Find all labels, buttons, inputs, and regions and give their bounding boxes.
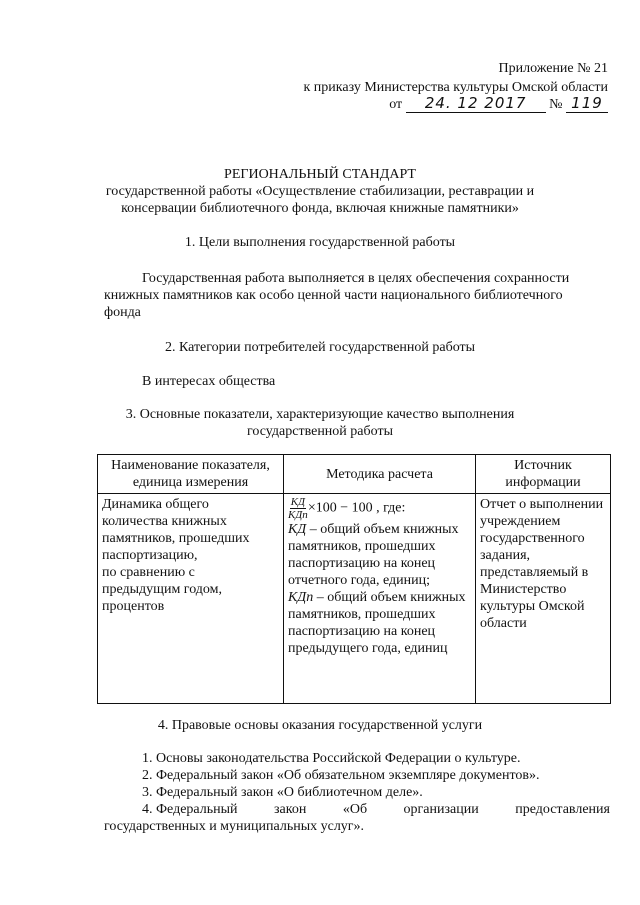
section-3-heading-2: государственной работы	[247, 424, 393, 439]
formula-denominator: КДп	[288, 509, 308, 521]
appendix-number: Приложение № 21	[498, 61, 608, 76]
law-item-1: 1. Основы законодательства Российской Федерации о культуре.	[142, 751, 521, 766]
table-header-row	[98, 455, 611, 494]
section-2-text: В интересах общества	[142, 374, 276, 389]
formula	[288, 496, 471, 521]
header-method: Методика расчета	[284, 455, 476, 494]
indicator-line: Динамика общего	[102, 497, 209, 512]
number-prefix: №	[549, 97, 563, 112]
indicator-line: паспортизацию,	[102, 548, 198, 563]
def-2-symbol: КДп	[288, 590, 314, 605]
indicator-line: предыдущим годом,	[102, 582, 223, 597]
section-4-heading: 4. Правовые основы оказания государственной услуги	[157, 718, 483, 733]
law-item-4-word: закон	[274, 802, 307, 817]
order-date: 24. 12 2017	[406, 95, 546, 113]
section-1-line-3: фонда	[104, 305, 141, 320]
indicator-line: по сравнению с	[102, 565, 195, 580]
appendix-date-line	[389, 95, 608, 113]
formula-tail: ×100 − 100 , где:	[307, 500, 406, 516]
method-cell	[284, 494, 476, 704]
table-row	[98, 494, 611, 704]
indicator-line: памятников, прошедших	[102, 531, 250, 546]
from-prefix: от	[389, 97, 403, 112]
law-item-4-word: «Об	[342, 802, 368, 817]
header-indicator: Наименование показателя, единица измерения	[98, 455, 284, 494]
law-item-4-word: организации	[403, 802, 479, 817]
def-2-text: – общий объем книжных памятников, прошедших паспортизацию на конец предыдущего года, единиц	[288, 590, 466, 656]
title-line-3: консервации библиотечного фонда, включая книжные памятники»	[121, 201, 519, 216]
law-item-3: 3. Федеральный закон «О библиотечном деле».	[142, 785, 423, 800]
source-cell: Отчет о выполнении учреждением государственного задания, представляемый в Министерство культуры Омской области	[476, 494, 611, 704]
law-item-4-word: предоставления	[515, 802, 610, 817]
def-1-text: – общий объем книжных памятников, прошедших паспортизацию на конец отчетного года, единиц;	[288, 522, 459, 588]
title-line-2: государственной работы «Осуществление стабилизации, реставрации и	[105, 184, 535, 199]
law-item-2: 2. Федеральный закон «Об обязательном экземпляре документов».	[142, 768, 540, 783]
document-title: РЕГИОНАЛЬНЫЙ СТАНДАРТ	[224, 167, 416, 182]
order-number: 119	[566, 95, 608, 113]
indicator-cell	[98, 494, 284, 704]
header-source: Источник информации	[476, 455, 611, 494]
criteria-table	[97, 454, 611, 704]
formula-fraction	[288, 496, 308, 521]
definition-1	[288, 521, 471, 589]
section-2-heading: 2. Категории потребителей государственной работы	[164, 340, 476, 355]
section-1-heading: 1. Цели выполнения государственной работы	[184, 235, 456, 250]
section-1-line-1: Государственная работа выполняется в целях обеспечения сохранности	[142, 271, 570, 286]
formula-numerator: КД	[290, 496, 306, 508]
section-3-heading: 3. Основные показатели, характеризующие качество выполнения	[125, 407, 515, 422]
indicator-line: процентов	[102, 599, 165, 614]
law-item-4-word: 4. Федеральный	[142, 802, 238, 817]
appendix-order: к приказу Министерства культуры Омской области	[303, 80, 608, 95]
definition-2	[288, 589, 471, 657]
section-1-line-2: книжных памятников как особо ценной части национального библиотечного	[104, 288, 563, 303]
def-1-symbol: КД	[288, 522, 307, 537]
law-item-4	[142, 801, 610, 818]
law-item-4-line-2: государственных и муниципальных услуг».	[104, 819, 365, 834]
indicator-line: количества книжных	[102, 514, 227, 529]
